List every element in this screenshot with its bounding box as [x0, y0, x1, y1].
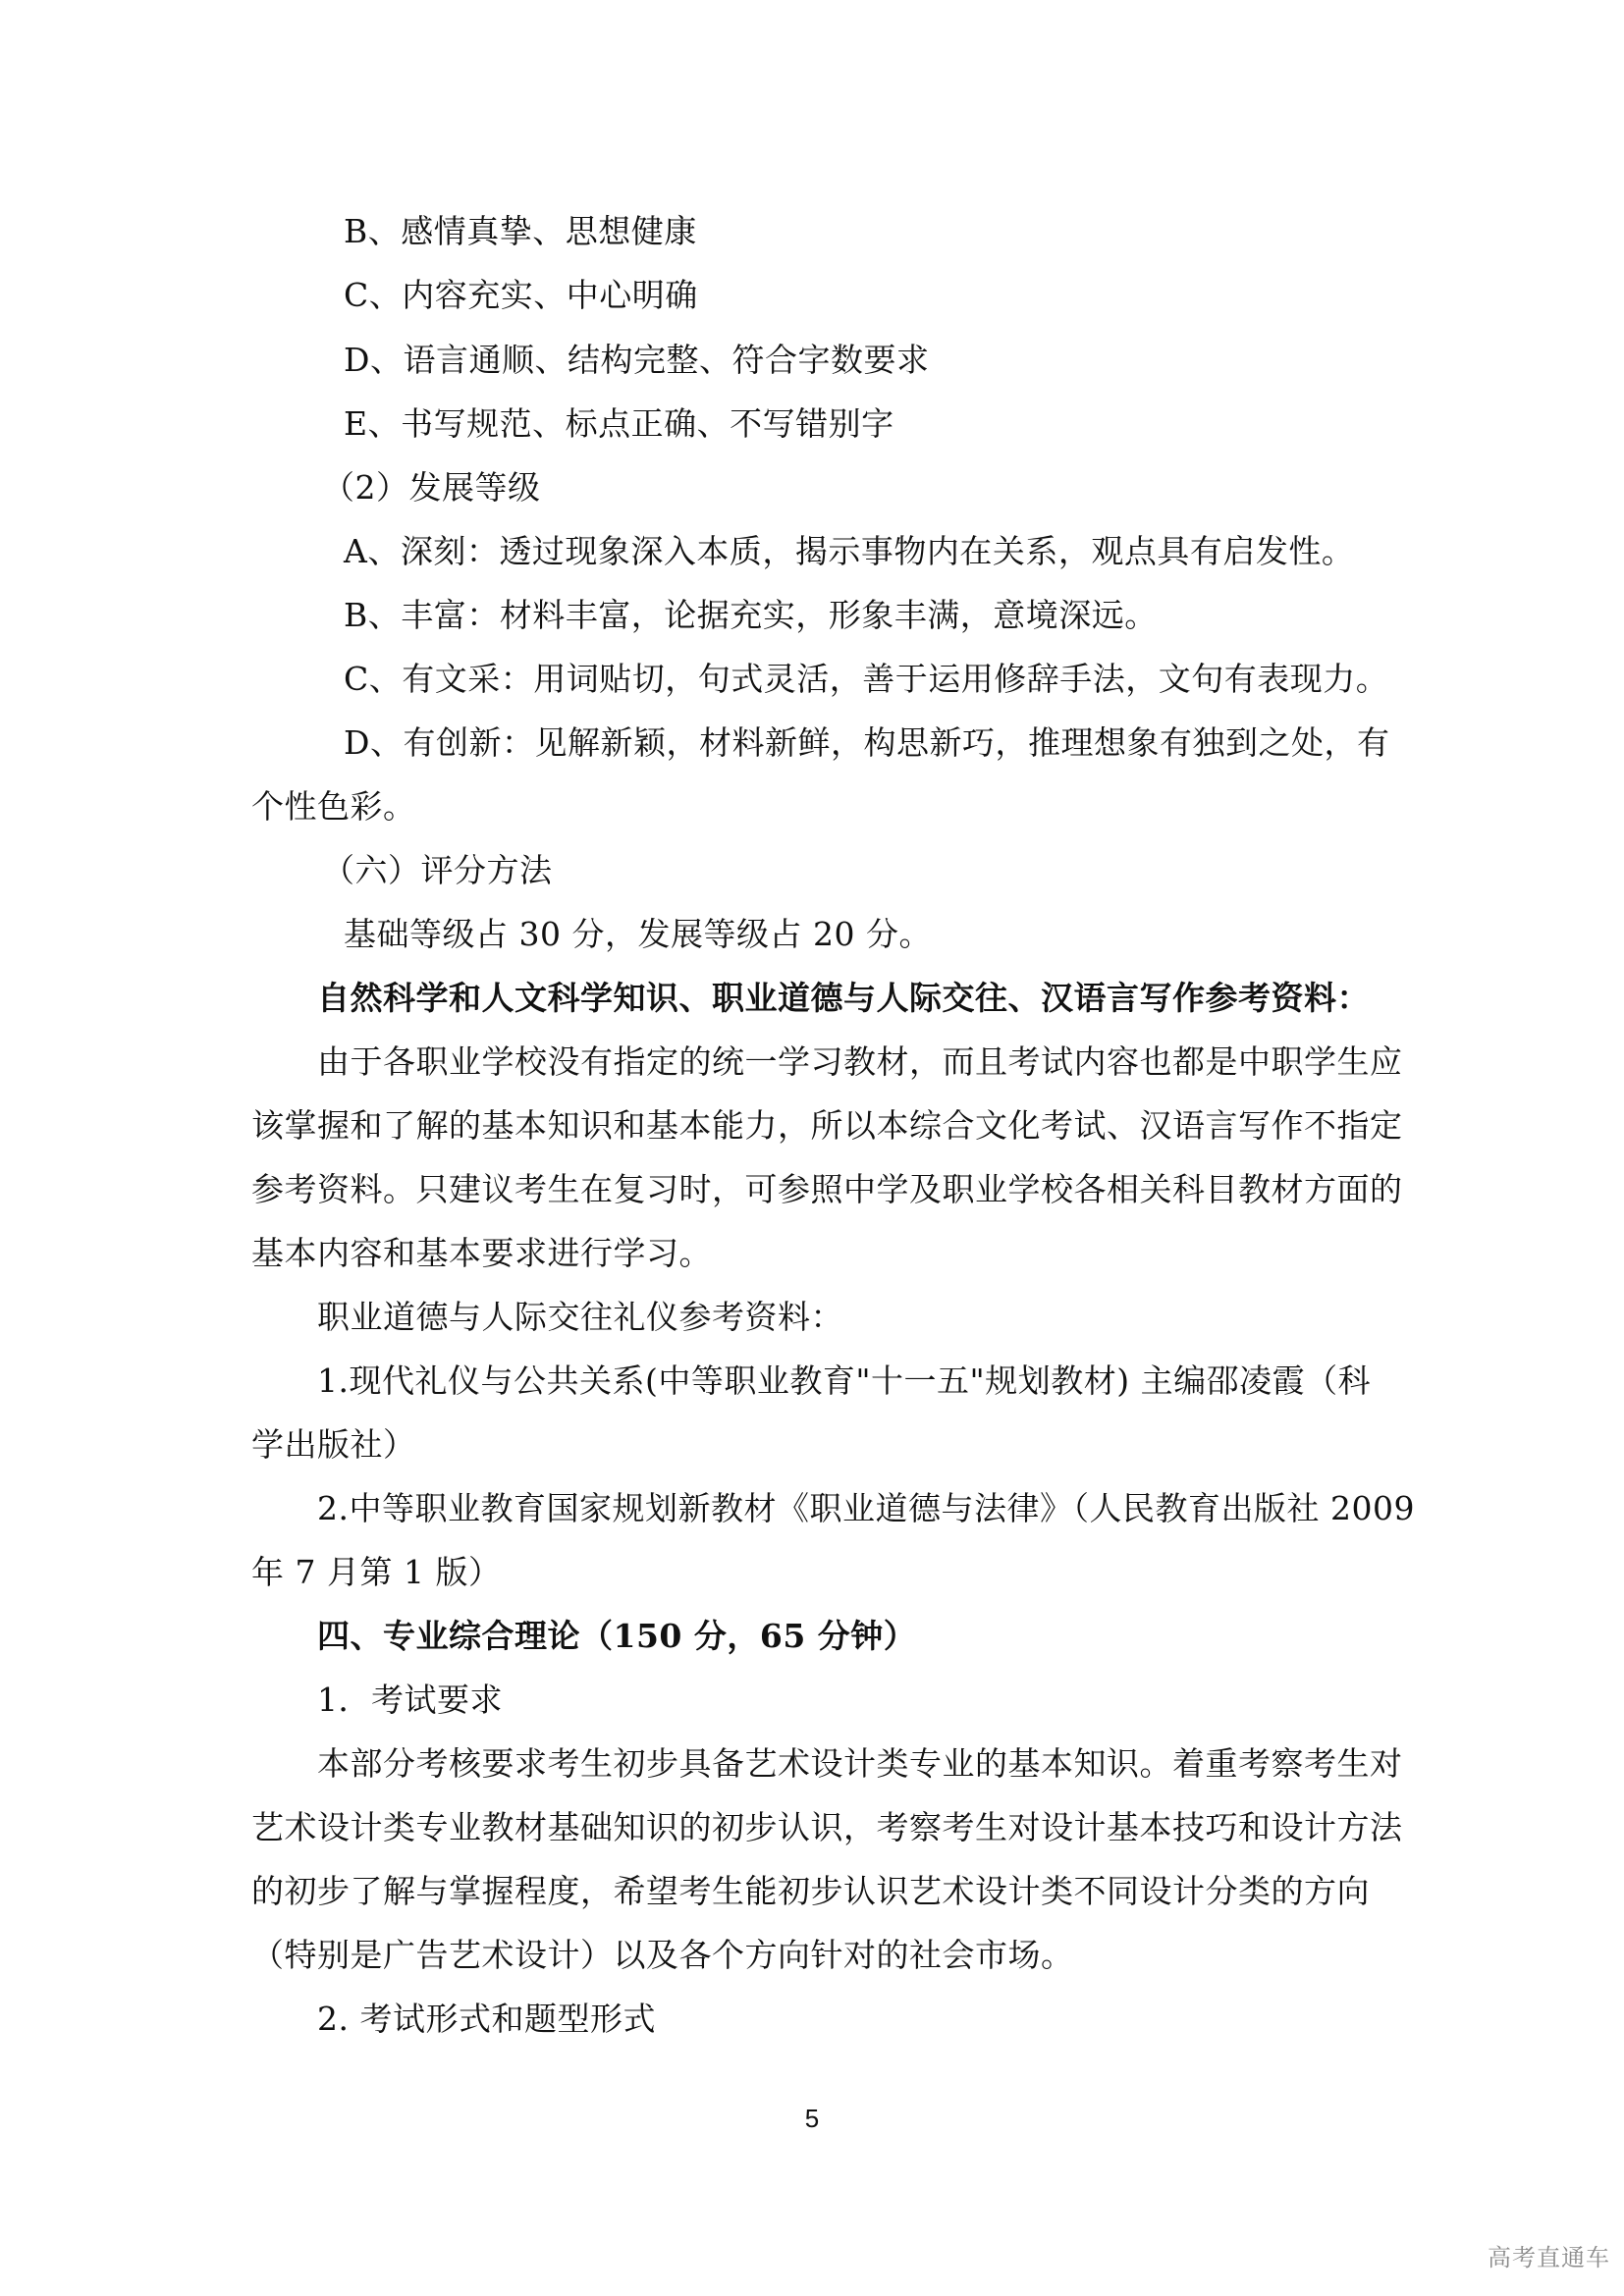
- development-a-depth: A、深刻：透过现象深入本质，揭示事物内在关系，观点具有启发性。: [344, 532, 1355, 570]
- reference-item-1: 1.现代礼仪与公共关系(中等职业教育"十一五"规划教材) 主编邵凌霞（科: [317, 1362, 1372, 1400]
- exam-requirements-line-4: （特别是广告艺术设计）以及各个方向针对的社会市场。: [251, 1936, 1074, 1974]
- heading-reference-materials: 自然科学和人文科学知识、职业道德与人际交往、汉语言写作参考资料：: [317, 979, 1370, 1017]
- option-e-writing: E、书写规范、标点正确、不写错别字: [344, 404, 894, 443]
- exam-requirements-line-2: 艺术设计类专业教材基础知识的初步认识，考察考生对设计基本技巧和设计方法: [251, 1808, 1403, 1846]
- heading-development-level: （2）发展等级: [322, 468, 541, 507]
- reference-paragraph-line-1: 由于各职业学校没有指定的统一学习教材，而且考试内容也都是中职学生应: [317, 1042, 1403, 1081]
- reference-paragraph-line-3: 参考资料。只建议考生在复习时，可参照中学及职业学校各相关科目教材方面的: [251, 1170, 1403, 1208]
- exam-requirements-title: 1．考试要求: [317, 1681, 503, 1719]
- reference-paragraph-line-4: 基本内容和基本要求进行学习。: [251, 1234, 712, 1272]
- reference-item-1-cont: 学出版社）: [251, 1425, 416, 1464]
- development-c-literary: C、有文采：用词贴切，句式灵活，善于运用修辞手法，文句有表现力。: [344, 660, 1389, 698]
- development-d-innovation: D、有创新：见解新颖，材料新鲜，构思新巧，推理想象有独到之处，有: [344, 723, 1390, 762]
- exam-format-title: 2. 考试形式和题型形式: [317, 2000, 656, 2038]
- heading-scoring-method: （六）评分方法: [322, 851, 553, 889]
- development-b-richness: B、丰富：材料丰富，论据充实，形象丰满，意境深远。: [344, 596, 1158, 634]
- reference-paragraph-line-2: 该掌握和了解的基本知识和基本能力，所以本综合文化考试、汉语言写作不指定: [251, 1106, 1403, 1145]
- exam-requirements-line-1: 本部分考核要求考生初步具备艺术设计类专业的基本知识。着重考察考生对: [317, 1744, 1403, 1783]
- heading-professional-theory: 四、专业综合理论（150 分，65 分钟）: [317, 1617, 917, 1655]
- reference-item-2-cont: 年 7 月第 1 版）: [251, 1553, 502, 1591]
- option-c-content: C、内容充实、中心明确: [344, 276, 698, 314]
- watermark: 高考直通车: [1488, 2244, 1610, 2271]
- reference-item-2: 2.中等职业教育国家规划新教材《职业道德与法律》（人民教育出版社 2009: [317, 1489, 1415, 1527]
- etiquette-reference-title: 职业道德与人际交往礼仪参考资料：: [317, 1298, 843, 1336]
- exam-requirements-line-3: 的初步了解与掌握程度，希望考生能初步认识艺术设计类不同设计分类的方向: [251, 1872, 1370, 1910]
- development-d-innovation-cont: 个性色彩。: [251, 787, 416, 826]
- scoring-method-text: 基础等级占 30 分，发展等级占 20 分。: [344, 915, 932, 953]
- option-d-language: D、语言通顺、结构完整、符合字数要求: [344, 341, 930, 379]
- option-b-emotion: B、感情真挚、思想健康: [344, 212, 697, 250]
- page-number: 5: [804, 2104, 820, 2133]
